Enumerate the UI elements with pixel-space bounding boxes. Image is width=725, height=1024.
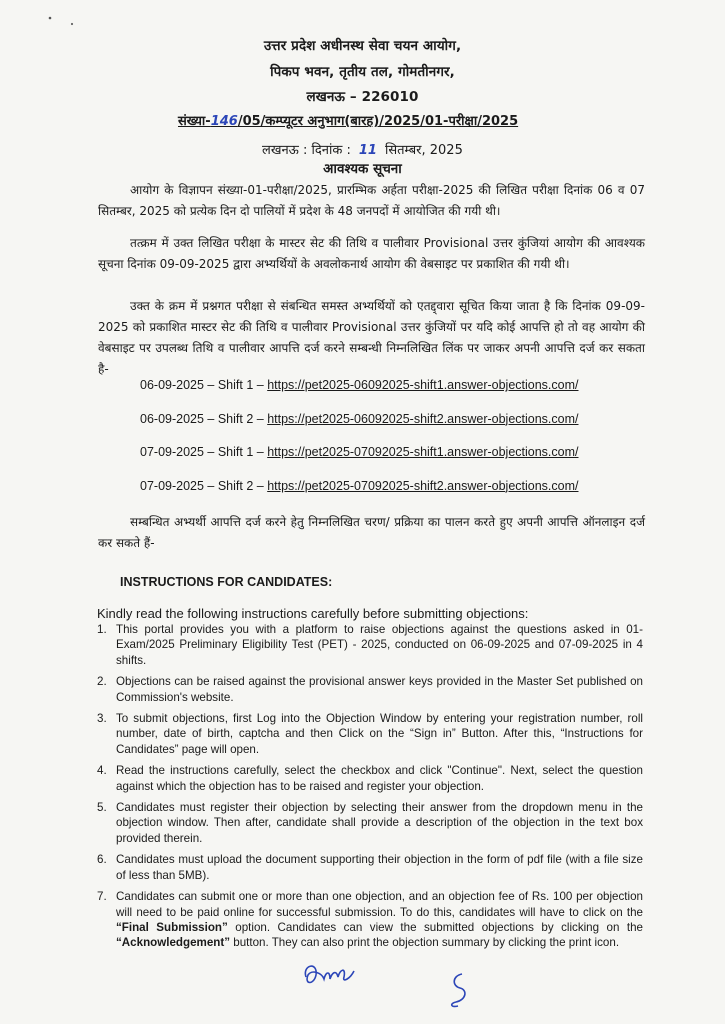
instruction-item: 7. Candidates can submit one or more than one objection, and an objection fee of Rs. 100 per objection will need to be paid online for successful submission. To do this, candidates will have to click on the “Final Submission” option. Candidates can view the submitted objections by clicking on the “Acknowledgement” button. They can also print the objection summary by clicking the print icon. <box>97 890 644 950</box>
office-city-pin: लखनऊ – 226010 <box>306 89 419 105</box>
instruction-item: 3. To submit objections, first Log into the Objection Window by entering your registration number, roll number, date of birth, captcha and then Click on the “Sign in” Button. After this, “Instructions for Candidates” page will open. <box>97 712 643 756</box>
date-prefix: लखनऊ : दिनांक : <box>262 143 351 158</box>
instructions-heading: INSTRUCTIONS FOR CANDIDATES: <box>120 575 333 589</box>
reference-handwritten-number: 146 <box>210 114 238 129</box>
objection-links-list <box>140 378 579 512</box>
date-handwritten-day: 11 <box>358 143 377 158</box>
instruction-item: 6. Candidates must upload the document supporting their objection in the form of pdf file (with a file size of less than 5MB). <box>97 853 643 882</box>
signature-mark <box>440 968 480 1012</box>
link-row <box>140 378 579 412</box>
objection-link-0709-shift1[interactable]: https://pet2025-07092025-shift1.answer-objections.com/ <box>267 445 579 459</box>
reference-suffix: /05/कम्प्यूटर अनुभाग(बारह)/2025/01-परीक्षा/2025 <box>237 114 519 129</box>
objection-link-0609-shift2[interactable]: https://pet2025-06092025-shift2.answer-objections.com/ <box>267 411 579 426</box>
instruction-item: 4. Read the instructions carefully, select the checkbox and click "Continue". Next, select the question against which the objection has to be raised and register your objection. <box>97 764 643 793</box>
signature-initials <box>300 955 370 995</box>
link-label: 07-09-2025 – Shift 2 – <box>140 478 268 493</box>
link-row <box>140 412 579 446</box>
acknowledgement-label: “Acknowledgement” <box>116 936 231 950</box>
final-submission-label: “Final Submission” <box>116 920 228 934</box>
instructions-intro: Kindly read the following instructions carefully before submitting objections: <box>97 606 529 621</box>
instruction-item: 2. Objections can be raised against the provisional answer keys provided in the Master Set published on Commission's website. <box>97 675 643 704</box>
paragraph-answer-keys: तत्क्रम में उक्त लिखित परीक्षा के मास्टर सेट की तिथि व पालीवार Provisional उत्तर कुंजियां आयोग की आवश्यक सूचना दिनांक 09-09-2025 द्वारा अभ्यर्थियों के अवलोकनार्थ आयोग की वेबसाइट पर प्रकाशित की गयी थी। <box>98 236 645 271</box>
office-name: उत्तर प्रदेश अधीनस्थ सेवा चयन आयोग, <box>263 38 462 54</box>
objection-link-0609-shift1[interactable]: https://pet2025-06092025-shift1.answer-objections.com/ <box>267 378 579 392</box>
office-address: पिकप भवन, तृतीय तल, गोमतीनगर, <box>270 64 455 80</box>
instructions-list <box>97 622 643 957</box>
date-line <box>262 140 463 158</box>
reference-number <box>178 111 518 129</box>
paragraph-procedure: सम्बन्धित अभ्यर्थी आपत्ति दर्ज करने हेतु निम्नलिखित चरण/ प्रक्रिया का पालन करते हुए अपनी आपत्ति ऑनलाइन दर्ज कर सकते हैं- <box>98 515 645 550</box>
paragraph-objection-links: उक्त के क्रम में प्रश्नगत परीक्षा से संबन्धित समस्त अभ्यर्थियों को एतद्द्वारा सूचित किया जाता है कि दिनांक 09-09-2025 को प्रकाशित मास्टर सेट की तिथि व पालीवार Provisional उत्तर कुंजियों पर यदि कोई आपत्ति हो तो वह आयोग की वेबसाइट पर उपलब्ध तिथि व पालीवार आपत्ति दर्ज करने सम्बन्धी निम्नलिखित लिंक पर जाकर अपनी आपत्ति दर्ज कर सकता है- <box>98 299 645 376</box>
date-suffix: सितम्बर, 2025 <box>384 143 463 158</box>
link-label: 07-09-2025 – Shift 1 – <box>140 445 268 459</box>
link-row <box>140 445 579 479</box>
notice-title: आवश्यक सूचना <box>323 161 402 177</box>
link-label: 06-09-2025 – Shift 1 – <box>140 378 268 392</box>
objection-link-0709-shift2[interactable]: https://pet2025-07092025-shift2.answer-objections.com/ <box>267 478 579 493</box>
instruction-item: 5. Candidates must register their objection by selecting their answer from the dropdown menu in the objection window. Then after, candidate shall provide a description of the objection in the text box provided therein. <box>97 801 643 845</box>
link-row <box>140 479 579 513</box>
link-label: 06-09-2025 – Shift 2 – <box>140 411 268 426</box>
instruction-item: 1. This portal provides you with a platform to raise objections against the questions asked in 01-Exam/2025 Preliminary Eligibility Test (PET) - 2025, conducted on 06-09-2025 and 07-09-2025 in 4 shifts. <box>97 623 643 667</box>
reference-prefix: संख्या- <box>178 114 211 129</box>
paragraph-exam-info: आयोग के विज्ञापन संख्या-01-परीक्षा/2025, प्रारम्भिक अर्हता परीक्षा-2025 की लिखित परीक्षा दिनांक 06 व 07 सितम्बर, 2025 को प्रत्येक दिन दो पालियों में प्रदेश के 48 जनपदों में आयोजित की गयी थी। <box>98 183 645 218</box>
